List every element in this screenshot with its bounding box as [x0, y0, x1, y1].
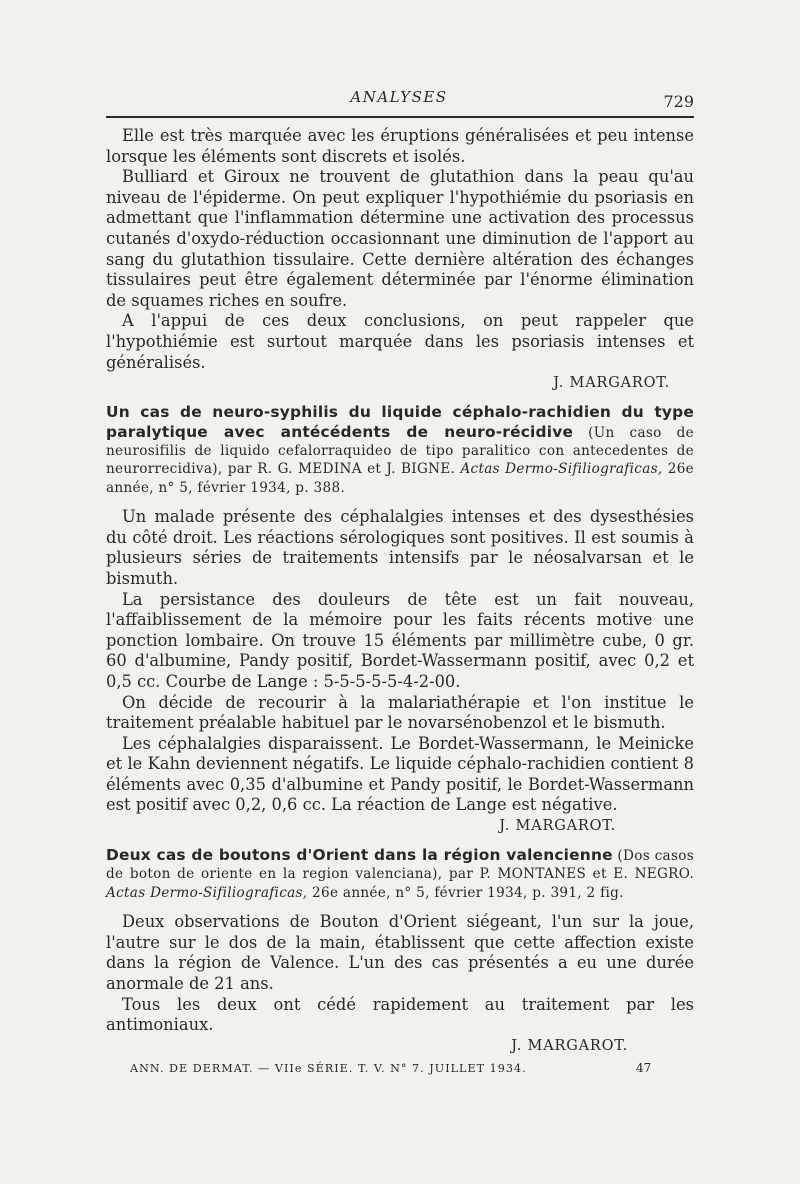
page-number: 729	[663, 92, 694, 111]
intro-section	[106, 126, 694, 393]
article-reference: 26e année, n° 5, février 1934, p. 388.	[106, 461, 695, 496]
article-title: Un cas de neuro-syphilis du liquide céphalo-rachidien du type paralytique avec antécédents de neuro-récidive	[106, 403, 694, 441]
article-1	[106, 403, 694, 836]
author-signature: J. MARGAROT.	[511, 1037, 628, 1054]
author-signature: J. MARGAROT.	[553, 375, 670, 392]
article-original-title: (Dos casos de boton de oriente en la region valenciana), par P. MONTANES et E. NEGRO.	[106, 848, 694, 883]
article-2	[106, 846, 694, 1056]
paragraph: Bulliard et Giroux ne trouvent de glutathion dans la peau qu'au niveau de l'épiderme. On peut expliquer l'hypothiémie du psoriasis en admettant que l'inflammation détermine une activation des processus cutanés d'oxydo-réduction occasionnant une diminution de l'apport au sang du glutathion tissulaire. Cette dernière altération des échanges tissulaires peut être également déterminée par l'énorme élimination de squames riches en soufre.	[106, 167, 694, 310]
paragraph: La persistance des douleurs de tête est un fait nouveau, l'affaiblissement de la mémoire pour les faits récents motive une ponction lombaire. On trouve 15 éléments par millimètre cube, 0 gr. 60 d'albumine, Pandy positif, Bordet-Wassermann positif, avec 0,2 et 0,5 cc. Courbe de Lange : 5-5-5-5-5-4-2-00.	[106, 589, 694, 691]
article-header	[106, 403, 694, 497]
article-original-title: (Un caso de neurosifilis de liquido cefalorraquideo de tipo paralitico con antecedentes de neurorrecidiva), par R. G. MEDINA et J. BIGNE.	[106, 424, 694, 478]
paragraph: A l'appui de ces deux conclusions, on peut rappeler que l'hypothiémie est surtout marquée dans les psoriasis intenses et généralisés.	[106, 311, 694, 372]
header-rule	[106, 116, 694, 118]
page-body	[106, 126, 694, 1056]
paragraph: Elle est très marquée avec les éruptions généralisées et peu intense lorsque les éléments sont discrets et isolés.	[106, 126, 694, 166]
footer-sheet-number: 47	[636, 1061, 652, 1075]
footer-journal-line: ANN. DE DERMAT. — VIIe SÉRIE. T. V. N° 7. JUILLET 1934.	[130, 1062, 527, 1075]
paragraph: Les céphalalgies disparaissent. Le Bordet-Wassermann, le Meinicke et le Kahn deviennent négatifs. Le liquide céphalo-rachidien contient 8 éléments avec 0,35 d'albumine et Pandy positif, le Bordet-Wassermann est positif avec 0,2, 0,6 cc. La réaction de Lange est négative.	[106, 733, 694, 815]
article-title: Deux cas de boutons d'Orient dans la région valencienne	[106, 846, 613, 865]
running-title: ANALYSES	[350, 88, 448, 106]
paragraph: Tous les deux ont cédé rapidement au traitement par les antimoniaux.	[106, 994, 694, 1035]
article-header	[106, 846, 694, 902]
paragraph: Un malade présente des céphalalgies intenses et des dysesthésies du côté droit. Les réactions sérologiques sont positives. Il est soumis à plusieurs séries de traitements intensifs par le néosalvarsan et le bismuth.	[106, 507, 694, 588]
journal-name: Actas Dermo-Sifiliograficas,	[106, 884, 308, 901]
paragraph: Deux observations de Bouton d'Orient siégeant, l'un sur la joue, l'autre sur le dos de la main, établissent que cette affection existe dans la région de Valence. L'un des cas présentés a eu une durée anormale de 21 ans.	[106, 912, 694, 994]
journal-name: Actas Dermo-Sifiliograficas,	[460, 461, 663, 478]
paragraph: On décide de recourir à la malariathérapie et l'on institue le traitement préalable habituel par le novarsénobenzol et le bismuth.	[106, 692, 694, 733]
article-reference: 26e année, n° 5, février 1934, p. 391, 2 fig.	[312, 884, 624, 901]
author-signature: J. MARGAROT.	[499, 818, 616, 835]
